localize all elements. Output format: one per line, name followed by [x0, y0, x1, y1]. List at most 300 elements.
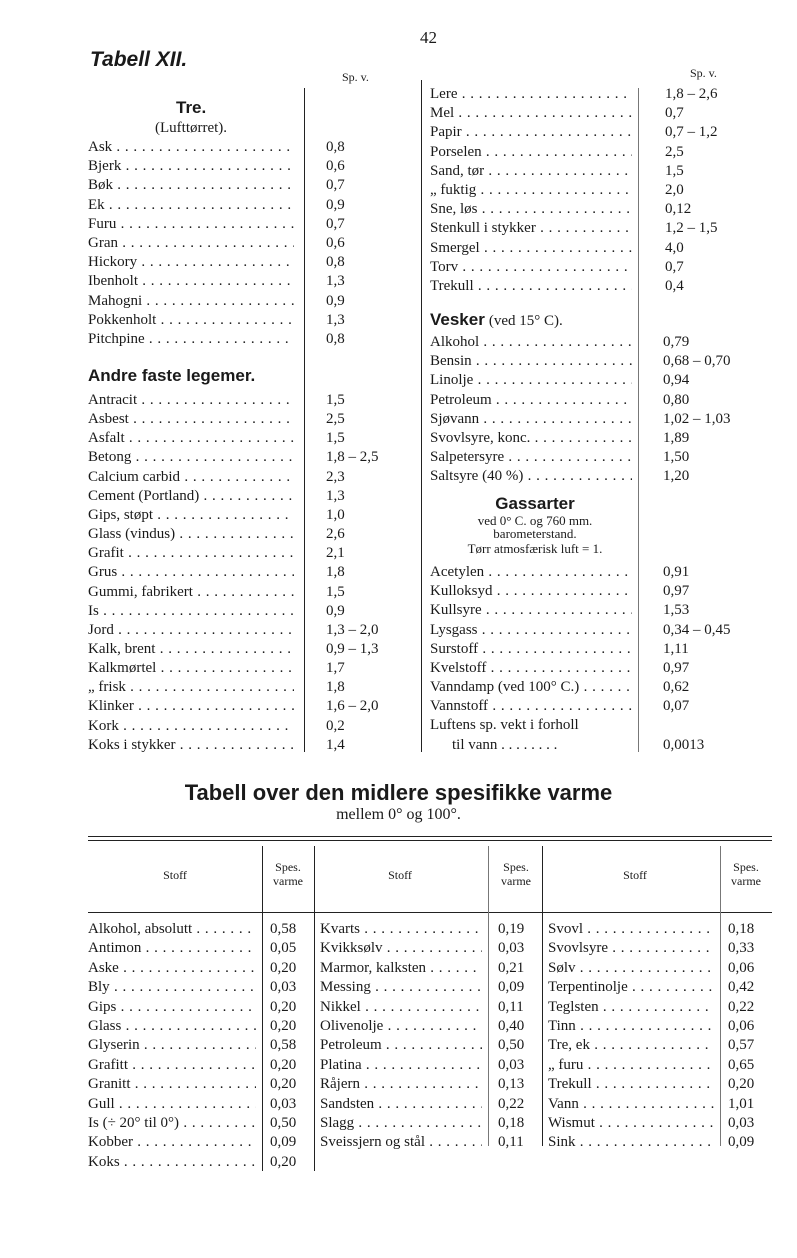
tre-row [88, 176, 408, 194]
bottom-row-value: 0,05 [270, 940, 297, 957]
tre-row-name: Furu . . . [88, 215, 294, 233]
bottom-row [88, 997, 314, 1018]
bottom-row [320, 958, 542, 979]
andre-row-name: Asfalt . . . [88, 429, 294, 447]
gass-note-3: Tørr atmosfærisk luft = 1. [467, 541, 603, 556]
bottom-header-rule [88, 912, 772, 913]
andre-row [88, 736, 408, 754]
right-top-row-value: 0,7 [665, 258, 684, 275]
bottom-row-value: 0,57 [728, 1037, 755, 1054]
bottom-row-value: 0,40 [498, 1018, 525, 1034]
tre-subheading: (Lufttørret). [155, 120, 228, 136]
right-top-row [430, 258, 790, 276]
gass-row-name: Kvelstoff . . . [430, 659, 632, 677]
bottom-row-value: 0,20 [270, 1056, 297, 1073]
bottom-row [88, 977, 314, 998]
bottom-rule-4 [542, 846, 543, 1146]
andre-row-value: 1,5 [326, 392, 345, 408]
right-top-row [430, 181, 790, 199]
vesker-row-value: 0,80 [663, 391, 690, 408]
tre-row [88, 292, 408, 310]
tre-row-value: 1,3 [326, 273, 345, 290]
bottom-row-name: Råjern . . . [320, 1074, 482, 1095]
tre-row [88, 311, 408, 329]
bottom-row-value: 0,09 [498, 979, 525, 996]
bottom-row-value: 0,20 [270, 1153, 297, 1170]
bottom-row-name: Olivenolje . . . [320, 1016, 482, 1037]
tre-row-name: Mahogni . . . [88, 292, 294, 310]
tre-heading: Tre. [176, 98, 207, 117]
andre-row [88, 410, 408, 428]
bottom-row-value: 0,03 [270, 979, 297, 996]
bottom-row-value: 0,03 [728, 1115, 755, 1131]
vesker-row [430, 467, 790, 485]
andre-row-name: Kalkmørtel . . . [88, 659, 294, 677]
andre-row-value: 2,6 [326, 526, 345, 543]
tre-row-value: 0,8 [326, 331, 345, 347]
bottom-row-name: Nikkel . . . [320, 997, 482, 1018]
andre-row-name: Glass (vindus) . . . [88, 525, 294, 543]
tre-row-name: Ek . . . [88, 196, 294, 214]
page-number: 42 [420, 28, 437, 47]
bottom-row-name: Sandsten . . . [320, 1094, 482, 1115]
bottom-row-value: 0,03 [498, 1056, 525, 1073]
gass-row-value: 0,97 [663, 660, 690, 676]
bottom-row-value: 0,18 [498, 1115, 525, 1131]
bottom-row-name: Trekull . . . [548, 1074, 714, 1095]
bottom-row [88, 1074, 314, 1095]
andre-row-name: Antracit . . . [88, 391, 294, 409]
tre-row-value: 0,9 [326, 292, 345, 309]
right-top-row-name: Mel . . . [430, 104, 632, 122]
bottom-head-spes-2: Spes. varme [501, 860, 531, 888]
andre-row [88, 659, 408, 677]
tre-row [88, 138, 408, 156]
middle-rule [421, 80, 422, 752]
gass-row-name: Kullsyre . . . [430, 601, 632, 619]
gass-row-value: 0,97 [663, 583, 690, 600]
right-top-row-value: 1,2 – 1,5 [665, 220, 718, 237]
right-rule [638, 88, 639, 752]
bottom-row-value: 0,65 [728, 1056, 755, 1073]
bottom-row-name: Glyserin . . . [88, 1035, 256, 1056]
bottom-row-value: 0,50 [270, 1115, 297, 1131]
right-top-row [430, 162, 790, 180]
andre-row [88, 621, 408, 639]
bottom-head-spes-3: Spes. varme [731, 860, 761, 888]
bottom-top-rule-1 [88, 836, 772, 837]
left-column-header: Sp. v. [342, 70, 369, 84]
bottom-row-name: Teglsten . . . [548, 997, 714, 1018]
bottom-row [548, 1132, 770, 1153]
bottom-row-name: Tre, ek . . . [548, 1035, 714, 1056]
vesker-row-value: 1,50 [663, 449, 690, 466]
tre-row-value: 0,9 [326, 196, 345, 213]
bottom-row [320, 1055, 542, 1076]
bottom-row-name: Kvikksølv . . . [320, 938, 482, 959]
tre-row [88, 330, 408, 348]
bottom-row-name: Bly . . . [88, 977, 256, 998]
andre-row [88, 468, 408, 486]
bottom-row-value: 0,22 [498, 1095, 525, 1112]
left-rule [304, 88, 305, 752]
bottom-row-name: Koks . . . [88, 1152, 256, 1173]
right-column-header: Sp. v. [690, 66, 717, 80]
bottom-row-value: 0,50 [498, 1037, 525, 1054]
bottom-row-name: Svovl . . . [548, 919, 714, 940]
andre-row [88, 525, 408, 543]
bottom-row [320, 1113, 542, 1134]
bottom-row-name: Platina . . . [320, 1055, 482, 1076]
tre-row [88, 196, 408, 214]
bottom-row-name: Messing . . . [320, 977, 482, 998]
andre-row [88, 429, 408, 447]
bottom-row [320, 1035, 542, 1056]
bottom-row-name: Marmor, kalksten . . . [320, 958, 482, 979]
bottom-row-value: 0,22 [728, 998, 755, 1015]
bottom-row-name: Alkohol, absolutt . . . [88, 919, 256, 940]
andre-row [88, 602, 408, 620]
right-top-row [430, 104, 790, 122]
andre-row-value: 1,0 [326, 506, 345, 523]
tre-row-value: 0,7 [326, 215, 345, 232]
bottom-row [88, 1113, 314, 1134]
andre-row [88, 678, 408, 696]
bottom-row [548, 1055, 770, 1076]
gass-row [430, 582, 790, 600]
bottom-row [548, 1016, 770, 1037]
gass-row-value: 0,62 [663, 679, 690, 696]
vesker-row [430, 333, 790, 351]
bottom-row [320, 1094, 542, 1115]
tre-row-value: 0,8 [326, 254, 345, 271]
vesker-row-name: Linolje . . . [430, 371, 632, 389]
andre-row-value: 1,7 [326, 660, 345, 677]
bottom-row [88, 1055, 314, 1076]
luft-line-1: Luftens sp. vekt i forholl [430, 717, 579, 733]
bottom-row-name: Sølv . . . [548, 958, 714, 979]
bottom-row-value: 0,20 [270, 959, 297, 976]
gass-row-value: 0,07 [663, 698, 690, 715]
gass-row-name: Lysgass . . . [430, 621, 632, 639]
gass-note-1: ved 0° C. og 760 mm. [477, 513, 593, 528]
bottom-row-value: 0,42 [728, 979, 755, 996]
gass-row-name: Kulloksyd . . . [430, 582, 632, 600]
right-top-row-name: Papir . . . [430, 123, 632, 141]
right-top-row [430, 200, 790, 218]
gass-row [430, 659, 790, 677]
andre-row-value: 2,3 [326, 468, 345, 485]
andre-row [88, 487, 408, 505]
bottom-row [548, 919, 770, 940]
bottom-row [88, 1035, 314, 1056]
andre-row-name: Is . . . [88, 602, 294, 620]
bottom-row [548, 997, 770, 1018]
andre-row-value: 0,9 [326, 602, 345, 619]
bottom-row [320, 997, 542, 1018]
bottom-row-value: 0,18 [728, 921, 755, 937]
bottom-row-value: 0,06 [728, 1018, 755, 1034]
andre-row-value: 0,2 [326, 717, 345, 734]
bottom-row-value: 0,09 [728, 1134, 755, 1151]
right-top-row-name: Porselen . . . [430, 143, 632, 161]
gass-row-name: Vanndamp (ved 100° C.) . . . [430, 678, 632, 696]
luft-line-2: til vann . . . . . . . . [452, 737, 558, 753]
bottom-row-name: Slagg . . . [320, 1113, 482, 1134]
bottom-row-value: 0,20 [270, 998, 297, 1015]
right-top-row-name: „ fuktig . . . [430, 181, 632, 199]
bottom-row [548, 1094, 770, 1115]
bottom-row [548, 1113, 770, 1134]
vesker-row-value: 0,79 [663, 334, 690, 350]
right-top-row [430, 85, 790, 103]
vesker-row-value: 0,68 – 0,70 [663, 353, 731, 370]
vesker-row [430, 429, 790, 447]
bottom-row-name: Granitt . . . [88, 1074, 256, 1095]
gass-row [430, 697, 790, 715]
bottom-row [88, 1094, 314, 1115]
right-top-row-name: Trekull . . . [430, 277, 632, 295]
andre-row-name: Asbest . . . [88, 410, 294, 428]
vesker-row [430, 391, 790, 409]
vesker-row-name: Sjøvann . . . [430, 410, 632, 428]
bottom-row-value: 0,09 [270, 1134, 297, 1151]
bottom-top-rule-2 [88, 840, 772, 841]
right-top-row [430, 143, 790, 161]
andre-row-name: Grus . . . [88, 563, 294, 581]
right-top-row-value: 1,8 – 2,6 [665, 86, 718, 102]
vesker-row-name: Alkohol . . . [430, 333, 632, 351]
bottom-row-value: 0,11 [498, 1134, 524, 1151]
tre-row-value: 0,7 [326, 177, 345, 194]
andre-row-value: 1,8 [326, 564, 345, 581]
right-top-row-name: Lere . . . [430, 85, 632, 103]
bottom-row-value: 0,13 [498, 1076, 525, 1093]
gass-row [430, 601, 790, 619]
andre-row-name: Kalk, brent . . . [88, 640, 294, 658]
bottom-head-spes-1: Spes. varme [273, 860, 303, 888]
bottom-table-subtitle: mellem 0° og 100°. [336, 806, 461, 823]
gass-row [430, 678, 790, 696]
bottom-row [88, 1132, 314, 1153]
andre-row-name: Jord . . . [88, 621, 294, 639]
andre-row-value: 1,5 [326, 430, 345, 447]
right-top-row-value: 2,0 [665, 182, 684, 198]
andre-row [88, 583, 408, 601]
bottom-row-value: 0,20 [728, 1076, 755, 1093]
tre-row [88, 215, 408, 233]
gass-row-value: 1,53 [663, 602, 690, 619]
tre-row [88, 272, 408, 290]
bottom-row [320, 1016, 542, 1037]
bottom-row-name: Terpentinolje . . . [548, 977, 714, 998]
andre-row-value: 1,8 [326, 679, 345, 696]
bottom-rule-2 [314, 846, 315, 1171]
bottom-row-name: Tinn . . . [548, 1016, 714, 1037]
andre-row-name: „ frisk . . . [88, 678, 294, 696]
bottom-row [320, 1074, 542, 1095]
vesker-row-name: Saltsyre (40 %) . . . [430, 467, 632, 485]
andre-row [88, 697, 408, 715]
right-top-row-value: 4,0 [665, 239, 684, 256]
bottom-row [548, 1035, 770, 1056]
andre-row-name: Klinker . . . [88, 697, 294, 715]
bottom-row [548, 958, 770, 979]
bottom-row-name: Vann . . . [548, 1094, 714, 1115]
right-top-row [430, 123, 790, 141]
bottom-row-name: Svovlsyre . . . [548, 938, 714, 959]
bottom-row-value: 0,21 [498, 959, 525, 976]
right-top-row [430, 239, 790, 257]
andre-row-value: 0,9 – 1,3 [326, 640, 379, 657]
vesker-row-value: 1,89 [663, 430, 690, 446]
right-top-row-name: Sne, løs . . . [430, 200, 632, 218]
bottom-row-value: 0,11 [498, 998, 524, 1015]
tre-row [88, 253, 408, 271]
gass-row-value: 1,11 [663, 640, 689, 657]
bottom-row-value: 0,19 [498, 921, 525, 937]
tre-row-name: Ask . . . [88, 138, 294, 156]
bottom-row-name: Antimon . . . [88, 938, 256, 959]
bottom-row [320, 919, 542, 940]
bottom-row-value: 0,33 [728, 940, 755, 957]
bottom-row [88, 938, 314, 959]
andre-row-value: 2,5 [326, 411, 345, 428]
tre-row [88, 234, 408, 252]
bottom-head-stoff-1: Stoff [163, 868, 187, 882]
bottom-row-name: Kvarts . . . [320, 919, 482, 940]
bottom-row-value: 0,06 [728, 959, 755, 976]
tre-row-value: 0,8 [326, 139, 345, 155]
bottom-row [88, 958, 314, 979]
tre-row-value: 0,6 [326, 235, 345, 251]
bottom-row [320, 938, 542, 959]
andre-row [88, 563, 408, 581]
bottom-head-stoff-3: Stoff [623, 868, 647, 882]
bottom-row-name: Wismut . . . [548, 1113, 714, 1134]
vesker-heading-line [430, 310, 563, 330]
bottom-row-name: Petroleum . . . [320, 1035, 482, 1056]
vesker-row [430, 371, 790, 389]
andre-row-name: Gummi, fabrikert . . . [88, 583, 294, 601]
gass-row [430, 640, 790, 658]
vesker-row-name: Bensin . . . [430, 352, 632, 370]
right-top-row [430, 277, 790, 295]
bottom-head-stoff-2: Stoff [388, 868, 412, 882]
bottom-row-name: Aske . . . [88, 958, 256, 979]
tre-row-name: Bøk . . . [88, 176, 294, 194]
bottom-row-value: 0,58 [270, 921, 297, 937]
andre-row-name: Kork . . . [88, 717, 294, 735]
bottom-row-value: 1,01 [728, 1095, 755, 1112]
bottom-row [88, 919, 314, 940]
tre-row-name: Hickory . . . [88, 253, 294, 271]
bottom-row-name: Gull . . . [88, 1094, 256, 1115]
tre-row-value: 1,3 [326, 311, 345, 328]
bottom-row [548, 977, 770, 998]
bottom-row [88, 1016, 314, 1037]
bottom-row-name: Gips . . . [88, 997, 256, 1018]
andre-row-name: Betong . . . [88, 448, 294, 466]
andre-row [88, 506, 408, 524]
vesker-heading: Vesker [430, 310, 485, 329]
right-top-row [430, 219, 790, 237]
vesker-row-name: Petroleum . . . [430, 391, 632, 409]
vesker-row-name: Salpetersyre . . . [430, 448, 632, 466]
bottom-row [320, 1132, 542, 1153]
tre-row-name: Gran . . . [88, 234, 294, 252]
table-title: Tabell XII. [90, 48, 188, 71]
gass-row-name: Surstoff . . . [430, 640, 632, 658]
gass-row-name: Vannstoff . . . [430, 697, 632, 715]
gass-row [430, 563, 790, 581]
bottom-row-value: 0,03 [270, 1095, 297, 1112]
tre-row [88, 157, 408, 175]
andre-row-value: 1,3 [326, 487, 345, 504]
andre-row-name: Cement (Portland) . . . [88, 487, 294, 505]
bottom-row [320, 977, 542, 998]
andre-heading: Andre faste legemer. [88, 366, 256, 385]
andre-row-name: Grafit . . . [88, 544, 294, 562]
gass-row-value: 0,91 [663, 564, 690, 580]
tre-row-name: Pitchpine . . . [88, 330, 294, 348]
andre-row-value: 1,5 [326, 583, 345, 600]
gass-heading: Gassarter [495, 494, 575, 513]
gass-row-value: 0,34 – 0,45 [663, 621, 731, 638]
tre-row-value: 0,6 [326, 158, 345, 175]
andre-row-name: Gips, støpt . . . [88, 506, 294, 524]
bottom-row-name: Is (÷ 20° til 0°) . . . [88, 1113, 256, 1134]
right-top-row-name: Smergel . . . [430, 239, 632, 257]
right-top-row-value: 0,7 [665, 105, 684, 122]
bottom-row-name: Kobber . . . [88, 1132, 256, 1153]
vesker-row-name: Svovlsyre, konc. . . . [430, 429, 632, 447]
gass-row-name: Acetylen . . . [430, 563, 632, 581]
bottom-row-value: 0,20 [270, 1018, 297, 1034]
bottom-row-value: 0,58 [270, 1037, 297, 1054]
andre-row [88, 717, 408, 735]
gass-note-2: barometerstand. [493, 526, 577, 541]
bottom-row-value: 0,20 [270, 1076, 297, 1093]
right-top-row-name: Stenkull i stykker . . . [430, 219, 632, 237]
vesker-row-value: 1,20 [663, 468, 690, 485]
vesker-row [430, 410, 790, 428]
bottom-table-title: Tabell over den midlere spesifikke varme [184, 780, 613, 805]
andre-row [88, 448, 408, 466]
right-top-row-value: 0,4 [665, 278, 684, 294]
andre-row-name: Calcium carbid . . . [88, 468, 294, 486]
luft-value: 0,0013 [663, 737, 705, 753]
bottom-row-name: Sink . . . [548, 1132, 714, 1153]
right-top-row-value: 2,5 [665, 143, 684, 160]
tre-row-name: Bjerk . . . [88, 157, 294, 175]
vesker-row-value: 0,94 [663, 372, 690, 389]
right-top-row-value: 1,5 [665, 162, 684, 179]
bottom-row [88, 1152, 314, 1173]
bottom-row-name: Glass . . . [88, 1016, 256, 1037]
bottom-row [548, 1074, 770, 1095]
andre-row-value: 1,8 – 2,5 [326, 449, 379, 466]
bottom-row-value: 0,03 [498, 940, 525, 957]
bottom-row-name: Grafitt . . . [88, 1055, 256, 1076]
vesker-row [430, 352, 790, 370]
gass-row [430, 621, 790, 639]
right-top-row-name: Sand, tør . . . [430, 162, 632, 180]
tre-row-name: Pokkenholt . . . [88, 311, 294, 329]
tre-row-name: Ibenholt . . . [88, 272, 294, 290]
bottom-row-name: Sveissjern og stål . . . [320, 1132, 482, 1153]
right-top-row-value: 0,12 [665, 201, 692, 218]
